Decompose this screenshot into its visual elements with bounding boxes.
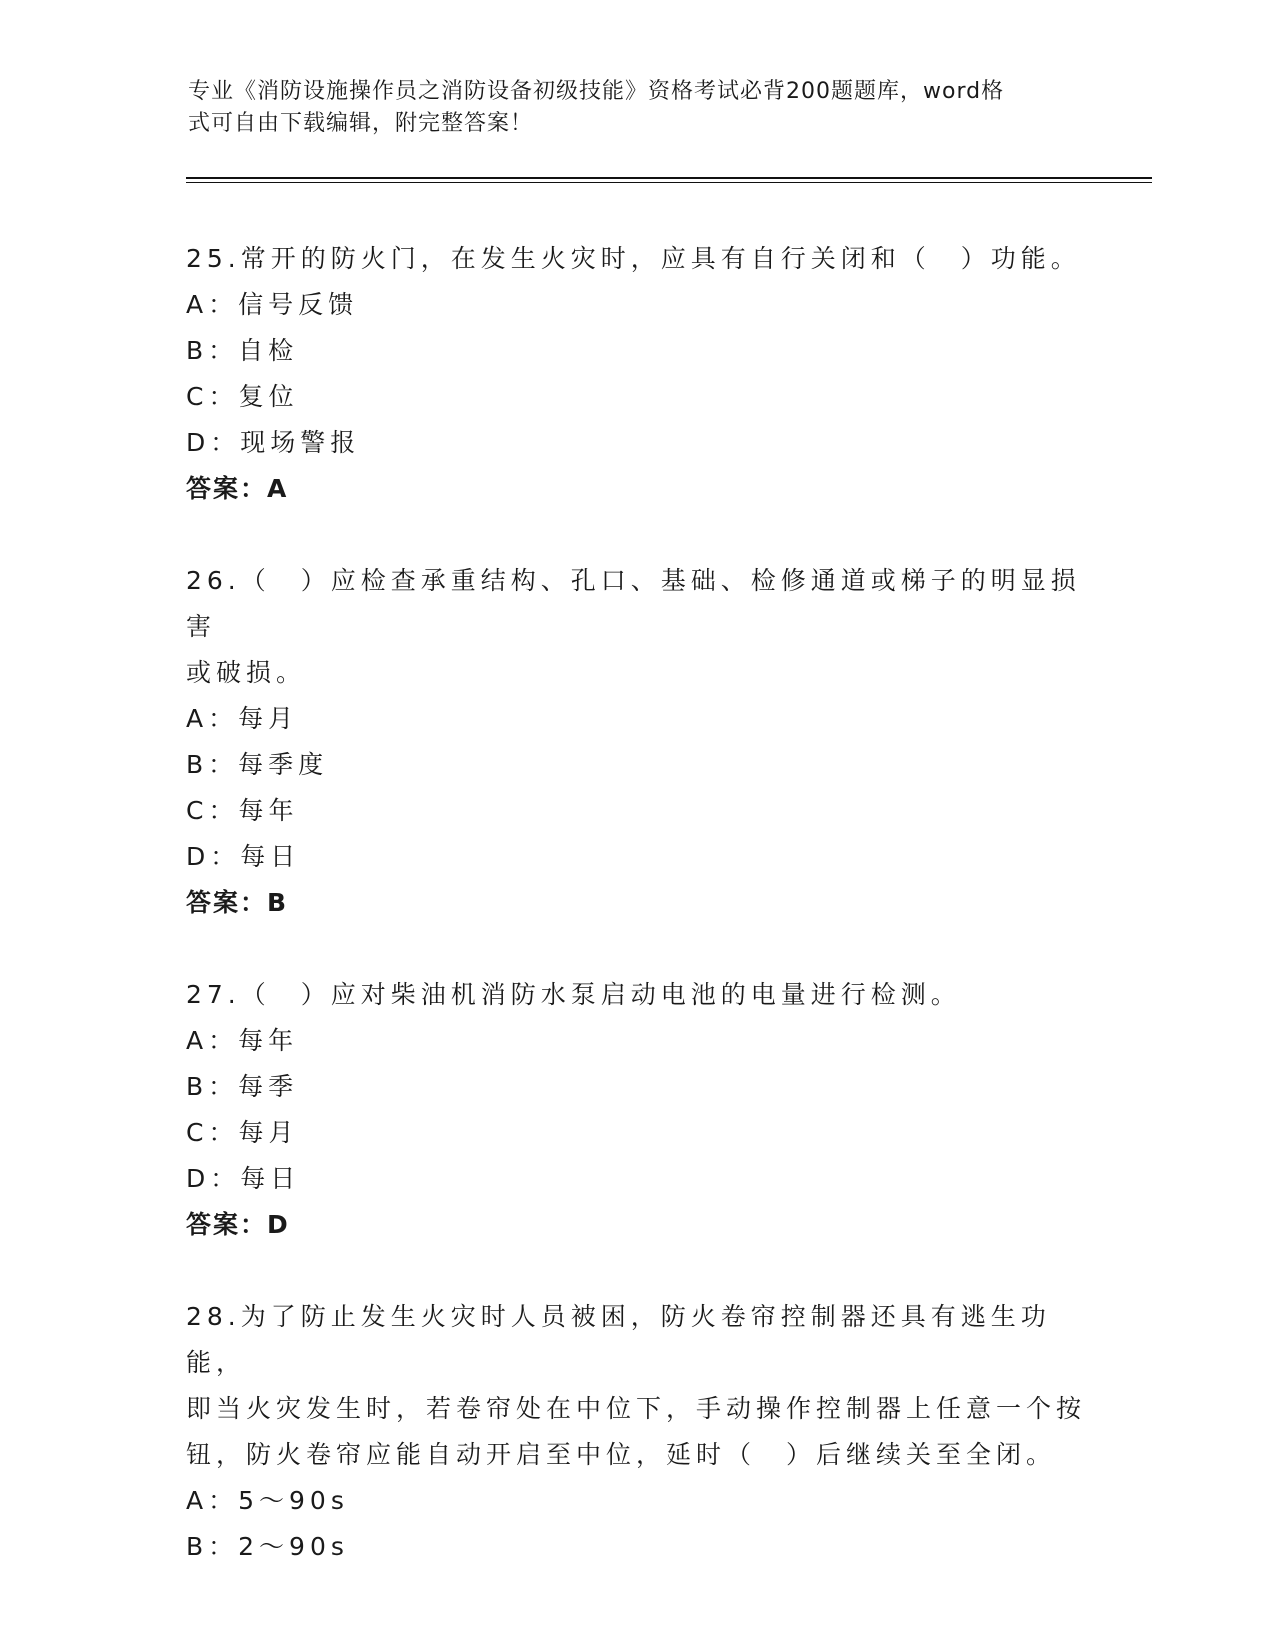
header-divider-thick bbox=[186, 177, 1152, 179]
option-a: A：信号反馈 bbox=[186, 290, 359, 319]
question-28 bbox=[186, 1294, 1086, 1570]
question-stem: 28.为了防止发生火灾时人员被困，防火卷帘控制器还具有逃生功能， bbox=[186, 1302, 1051, 1377]
document-header bbox=[188, 76, 1068, 140]
question-stem: 26.（ ）应检查承重结构、孔口、基础、检修通道或梯子的明显损害 bbox=[186, 566, 1081, 641]
question-stem: 25.常开的防火门，在发生火灾时，应具有自行关闭和（ ）功能。 bbox=[186, 244, 1081, 273]
header-line-2: 式可自由下载编辑，附完整答案！ bbox=[188, 111, 534, 136]
option-b: B：每季度 bbox=[186, 750, 329, 779]
option-c: C：每年 bbox=[186, 796, 299, 825]
question-stem-continued: 钮，防火卷帘应能自动开启至中位，延时（ ）后继续关至全闭。 bbox=[186, 1440, 1057, 1469]
question-list bbox=[186, 236, 1086, 1616]
option-b: B：2～90s bbox=[186, 1532, 349, 1561]
question-stem-continued: 即当火灾发生时，若卷帘处在中位下，手动操作控制器上任意一个按 bbox=[186, 1394, 1087, 1423]
option-d: D：每日 bbox=[186, 1164, 301, 1193]
question-25 bbox=[186, 236, 1086, 512]
option-a: A：每月 bbox=[186, 704, 299, 733]
question-26 bbox=[186, 558, 1086, 926]
option-a: A：每年 bbox=[186, 1026, 299, 1055]
header-line-1: 专业《消防设施操作员之消防设备初级技能》资格考试必背200题题库，word格 bbox=[188, 79, 1005, 104]
option-c: C：每月 bbox=[186, 1118, 299, 1147]
option-c: C：复位 bbox=[186, 382, 299, 411]
answer-line: 答案：B bbox=[186, 888, 289, 917]
option-d: D：现场警报 bbox=[186, 428, 361, 457]
option-b: B：每季 bbox=[186, 1072, 299, 1101]
option-d: D：每日 bbox=[186, 842, 301, 871]
question-stem-continued: 或破损。 bbox=[186, 658, 307, 687]
question-27 bbox=[186, 972, 1086, 1248]
header-divider-thin bbox=[186, 182, 1152, 183]
option-b: B：自检 bbox=[186, 336, 299, 365]
option-a: A：5～90s bbox=[186, 1486, 349, 1515]
answer-line: 答案：D bbox=[186, 1210, 290, 1239]
question-stem: 27.（ ）应对柴油机消防水泵启动电池的电量进行检测。 bbox=[186, 980, 961, 1009]
answer-line: 答案：A bbox=[186, 474, 289, 503]
